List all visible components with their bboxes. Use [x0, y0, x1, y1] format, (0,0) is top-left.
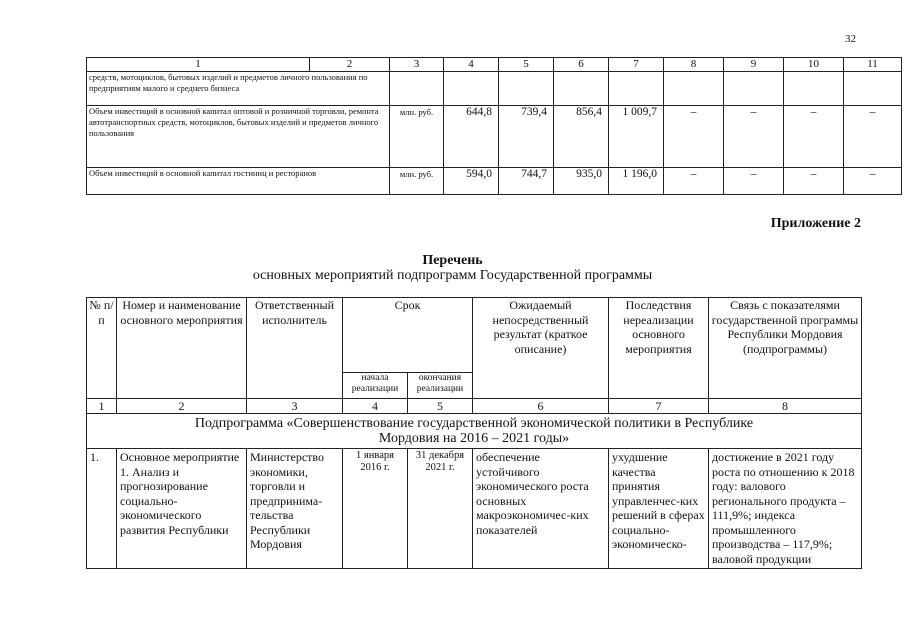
- header-executor: Ответственный исполнитель: [247, 298, 343, 399]
- header-row: [87, 298, 862, 373]
- row-executor: Министерство экономики, торговли и предпринима-тельства Республики Мордовия: [247, 449, 343, 569]
- table-header-row: [87, 58, 902, 72]
- value-cell: 935,0: [554, 168, 609, 195]
- header-consequences: Последствия нереализации основного мероприятия: [609, 298, 709, 399]
- column-number: 6: [473, 399, 609, 414]
- table-row: [87, 168, 902, 195]
- value-cell: 594,0: [444, 168, 499, 195]
- dash-cell: –: [664, 168, 724, 195]
- column-number: 8: [709, 399, 862, 414]
- header-cell: 4: [444, 58, 499, 72]
- header-cell: 7: [609, 58, 664, 72]
- header-cell: 3: [390, 58, 444, 72]
- header-cell: 10: [784, 58, 844, 72]
- header-cell: 5: [499, 58, 554, 72]
- value-cell: 739,4: [499, 106, 554, 168]
- header-cell: 8: [664, 58, 724, 72]
- dash-cell: –: [784, 106, 844, 168]
- row-link: достижение в 2021 году роста по отношению к 2018 году: валового регионального продукта – 111,9%; индекса промышленного производства – 117,9%; валовой продукции: [709, 449, 862, 569]
- header-cell: 6: [554, 58, 609, 72]
- dash-cell: –: [844, 106, 902, 168]
- header-cell: 11: [844, 58, 902, 72]
- indicators-table: [86, 57, 902, 195]
- column-number: 4: [343, 399, 408, 414]
- header-cell: 1: [87, 58, 310, 72]
- header-cell: 2: [310, 58, 390, 72]
- value-cell: 1 009,7: [609, 106, 664, 168]
- header-link: Связь с показателями государственной программы Республики Мордовия (подпрограммы): [709, 298, 862, 399]
- column-number: 2: [117, 399, 247, 414]
- value-cell: 744,7: [499, 168, 554, 195]
- header-cell: 9: [724, 58, 784, 72]
- appendix-label: Приложение 2: [770, 216, 861, 231]
- row-end-date: 31 декабря 2021 г.: [408, 449, 473, 569]
- header-num: № п/п: [87, 298, 117, 399]
- row-description: средств, мотоциклов, бытовых изделий и предметов личного пользования по предприятиям малого и среднего бизнеса: [87, 72, 390, 106]
- header-name: Номер и наименование основного мероприятия: [117, 298, 247, 399]
- table-row: [87, 449, 862, 569]
- row-consequences: ухудшение качества принятия управленчес-ких решений в сферах социально-экономическо-: [609, 449, 709, 569]
- dash-cell: –: [724, 168, 784, 195]
- unit-cell: млн. руб.: [390, 168, 444, 195]
- unit-cell: млн. руб.: [390, 106, 444, 168]
- header-start: начала реализации: [343, 373, 408, 399]
- value-cell: 856,4: [554, 106, 609, 168]
- document-subtitle: основных мероприятий подпрограмм Государственной программы: [252, 268, 653, 283]
- dash-cell: –: [724, 106, 784, 168]
- value-cell: 1 196,0: [609, 168, 664, 195]
- dash-cell: –: [844, 168, 902, 195]
- table-row: [87, 72, 902, 106]
- header-end: окончания реализации: [408, 373, 473, 399]
- dash-cell: –: [664, 106, 724, 168]
- row-num: 1.: [87, 449, 117, 569]
- column-number: 5: [408, 399, 473, 414]
- subprogram-title: Подпрограмма «Совершенствование государственной экономической политики в Республике Мордовия на 2016 – 2021 годы»: [87, 414, 862, 449]
- table-row: [87, 106, 902, 168]
- header-expected: Ожидаемый непосредственный результат (краткое описание): [473, 298, 609, 399]
- row-start-date: 1 января 2016 г.: [343, 449, 408, 569]
- row-expected: обеспечение устойчивого экономического роста основных макроэкономичес-ких показателей: [473, 449, 609, 569]
- column-number: 3: [247, 399, 343, 414]
- column-numbers-row: [87, 399, 862, 414]
- header-term: Срок: [343, 298, 473, 373]
- dash-cell: –: [784, 168, 844, 195]
- row-description: Объем инвестиций в основной капитал оптовой и розничной торговли, ремонта автотранспортных средств, мотоциклов, бытовых изделий и предметов личного пользования: [87, 106, 390, 168]
- page-number: 32: [845, 33, 856, 45]
- value-cell: 644,8: [444, 106, 499, 168]
- column-number: 1: [87, 399, 117, 414]
- subprogram-row: [87, 414, 862, 449]
- activities-table: [86, 297, 862, 569]
- row-name: Основное мероприятие 1. Анализ и прогнозирование социально-экономического развития Республики: [117, 449, 247, 569]
- row-description: Объем инвестиций в основной капитал гостиниц и ресторанов: [87, 168, 390, 195]
- document-title: Перечень: [422, 253, 483, 268]
- column-number: 7: [609, 399, 709, 414]
